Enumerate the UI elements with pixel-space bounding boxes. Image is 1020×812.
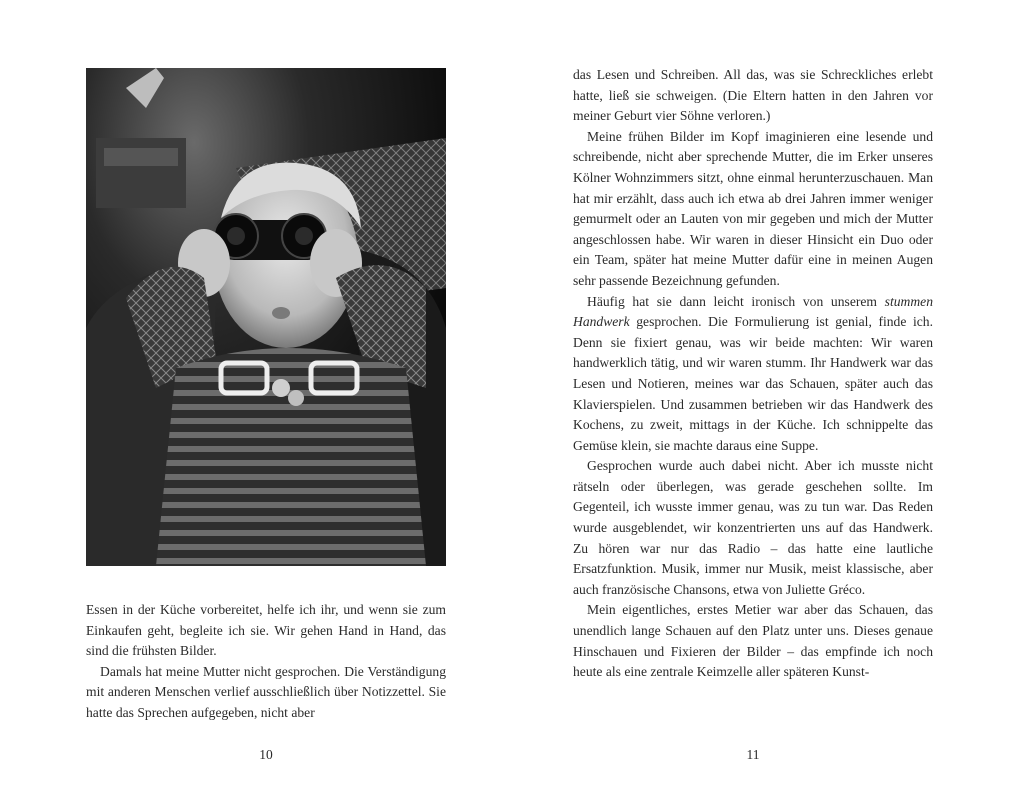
paragraph: Gesprochen wurde auch dabei nicht. Aber ich musste nicht rätseln oder überlegen, was gerade geschehen sollte. Im Gegenteil, ich wusste immer genau, was zu tun war. Das Reden wurde ausgeblendet, wir konzentrierten uns auf das Handwerk. Zu hören war nur das Radio – das hatte eine lautliche Ersatzfunktion. Musik, immer nur Musik, meist klassische, aber auch französische Chansons, etwa von Juliette Gréco. [573,458,933,597]
paragraph: Damals hat meine Mutter nicht gesprochen. Die Verständigung mit anderen Menschen verlief ausschließlich über Notizzettel. Sie hatte das Sprechen aufgegeben, nicht aber [86,663,446,720]
photo-image [86,68,446,566]
right-page [510,0,1020,812]
right-page-text [573,65,933,683]
left-page-text [86,600,446,724]
paragraph [573,292,933,457]
photo-child-with-binoculars [86,68,446,566]
paragraph: Essen in der Küche vorbereitet, helfe ich ihr, und wenn sie zum Einkaufen geht, begleite ich sie. Wir gehen Hand in Hand, das sind die frühsten Bilder. [86,602,446,659]
paragraph: Mein eigentliches, erstes Metier war aber das Schauen, das unendlich lange Schauen auf den Platz unter uns. Dieses genaue Hinschauen und Fixieren der Bilder – das empfinde ich noch heute als eine zentrale Keimzelle aller späteren Kunst- [573,602,933,680]
page-number-right: 11 [746,747,760,762]
paragraph: Meine frühen Bilder im Kopf imaginieren eine lesende und schreibende, nicht aber sprechende Mutter, die im Erker unseres Kölner Wohnzimmers sitzt, ohne einmal herunterzuschauen. Man hat mir erzählt, dass auch ich etwa ab drei Jahren immer weniger gemurmelt oder an Lauten von mir gegeben und mich der Mutter angeschlossen habe. Wir waren in dieser Hinsicht ein Duo oder ein Team, später hat meine Mutter dafür eine in meinen Augen sehr passende Bezeichnung gefunden. [573,128,933,288]
paragraph-text: gesprochen. Die Formulierung ist genial, finde ich. Denn sie fixiert genau, was wir beide machten: Wir waren handwerklich tätig, und wir waren stumm. Ihr Handwerk war das Lesen und Notieren, meines war das Schauen, später auch das Klavierspielen. Und zusammen betrieben wir das Handwerk des Kochens, zu zweit, mittags in der Küche. Ich schnippelte das Gemüse klein, sie machte daraus eine Suppe. [573,314,933,453]
paragraph-text: Häufig hat sie dann leicht ironisch von unserem [587,293,885,309]
emphasized-phrase: stummen Handwerk [573,293,933,330]
paragraph: das Lesen und Schreiben. All das, was sie Schreckliches erlebt hatte, ließ sie schweigen. (Die Eltern hatten in den Jahren vor meiner Geburt vier Söhne verloren.) [573,67,933,124]
page-number-left: 10 [259,747,273,762]
